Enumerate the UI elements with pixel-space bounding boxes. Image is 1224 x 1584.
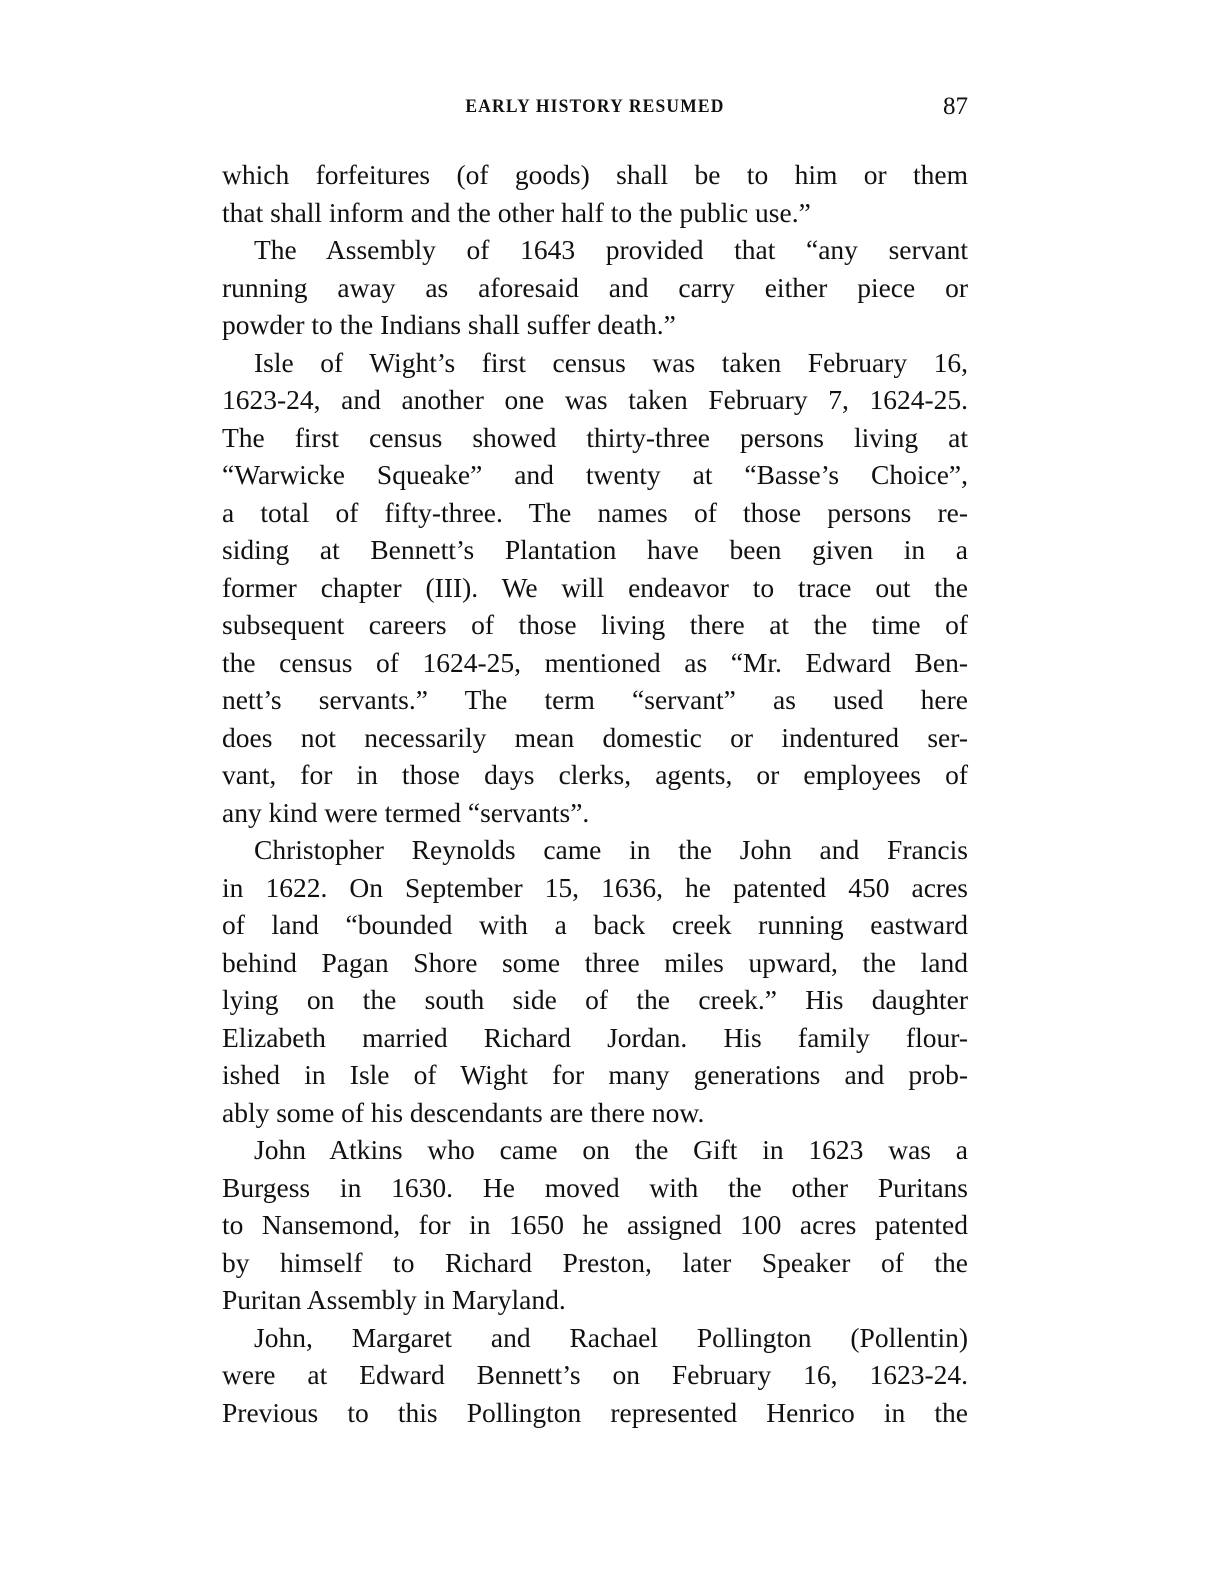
text-line: a total of fifty-three. The names of those persons re- [222, 496, 968, 528]
body-text [222, 156, 968, 1431]
paragraph-pollington [222, 1319, 968, 1432]
paragraph-john-atkins [222, 1131, 968, 1319]
text-line: John Atkins who came on the Gift in 1623 was a [254, 1134, 968, 1165]
text-line: behind Pagan Shore some three miles upward, the land [222, 946, 968, 978]
text-line: which forfeitures (of goods) shall be to him or them [222, 159, 968, 190]
text-line: Christopher Reynolds came in the John and Francis [254, 834, 968, 865]
text-line: does not necessarily mean domestic or indentured ser- [222, 721, 968, 753]
text-line: Puritan Assembly in Maryland. [222, 1284, 566, 1315]
text-line: vant, for in those days clerks, agents, or employees of [222, 759, 968, 790]
text-line: The first census showed thirty-three persons living at [222, 421, 968, 453]
text-line: lying on the south side of the creek.” His daughter [222, 984, 968, 1015]
text-line: in 1622. On September 15, 1636, he patented 450 acres [222, 871, 968, 903]
text-line: Previous to this Pollington represented Henrico in the [222, 1396, 968, 1428]
paragraph-assembly-1643 [222, 231, 968, 344]
text-line: Burgess in 1630. He moved with the other Puritans [222, 1171, 968, 1203]
paragraph-continuation [222, 156, 968, 231]
running-header [222, 92, 968, 122]
text-line: “Warwicke Squeake” and twenty at “Basse’s Choice”, [222, 459, 968, 490]
text-line: Isle of Wight’s first census was taken February 16, [254, 346, 968, 378]
page-number: 87 [943, 93, 968, 120]
text-line: were at Edward Bennett’s on February 16, 1623-24. [222, 1359, 968, 1390]
text-line: siding at Bennett’s Plantation have been given in a [222, 534, 968, 565]
text-line: The Assembly of 1643 provided that “any servant [254, 234, 968, 265]
text-line: powder to the Indians shall suffer death.” [222, 309, 676, 340]
text-line: nett’s servants.” The term “servant” as used here [222, 684, 968, 715]
text-line: ished in Isle of Wight for many generations and prob- [222, 1059, 968, 1090]
text-line: any kind were termed “servants”. [222, 796, 590, 828]
running-title: EARLY HISTORY RESUMED [465, 96, 725, 117]
text-line: subsequent careers of those living there at the time of [222, 609, 968, 640]
text-line: to Nansemond, for in 1650 he assigned 100 acres patented [222, 1209, 968, 1240]
paragraph-census [222, 344, 968, 832]
paragraph-christopher-reynolds [222, 831, 968, 1131]
text-line: by himself to Richard Preston, later Speaker of the [222, 1246, 968, 1278]
text-line: that shall inform and the other half to the public use.” [222, 196, 811, 228]
text-line: John, Margaret and Rachael Pollington (Pollentin) [254, 1321, 968, 1353]
text-line: former chapter (III). We will endeavor to trace out the [222, 571, 968, 603]
text-line: ably some of his descendants are there now. [222, 1096, 705, 1128]
text-line: the census of 1624-25, mentioned as “Mr. Edward Ben- [222, 646, 968, 678]
text-line: of land “bounded with a back creek running eastward [222, 909, 968, 940]
text-line: Elizabeth married Richard Jordan. His family flour- [222, 1021, 968, 1053]
text-line: 1623-24, and another one was taken February 7, 1624-25. [222, 384, 968, 415]
text-line: running away as aforesaid and carry either piece or [222, 271, 968, 303]
